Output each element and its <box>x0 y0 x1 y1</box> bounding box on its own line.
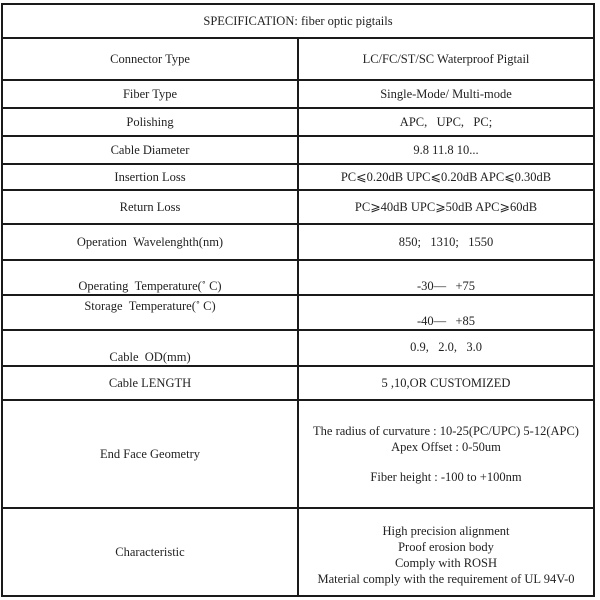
row-value: PC⩾40dB UPC⩾50dB APC⩾60dB <box>298 190 594 224</box>
table-row <box>2 164 594 190</box>
row-label: End Face Geometry <box>2 400 298 508</box>
characteristic-line: Material comply with the requirement of UL 94V-0 <box>317 572 575 586</box>
row-value: 850; 1310; 1550 <box>298 224 594 260</box>
table-row-characteristic <box>2 508 594 596</box>
row-label: Characteristic <box>2 508 298 596</box>
row-value: APC, UPC, PC; <box>298 108 594 136</box>
row-label: Cable LENGTH <box>2 366 298 400</box>
table-row <box>2 190 594 224</box>
row-label: Fiber Type <box>2 80 298 108</box>
table-title: SPECIFICATION: fiber optic pigtails <box>2 4 594 38</box>
row-value: -40— +85 <box>298 295 594 330</box>
characteristic-line: High precision alignment <box>382 524 510 538</box>
row-value: Single-Mode/ Multi-mode <box>298 80 594 108</box>
row-value: LC/FC/ST/SC Waterproof Pigtail <box>298 38 594 80</box>
end-face-values <box>298 400 594 508</box>
row-label: Cable Diameter <box>2 136 298 164</box>
row-label: Insertion Loss <box>2 164 298 190</box>
row-value: -30— +75 <box>298 260 594 295</box>
table-row <box>2 330 594 366</box>
characteristic-line: Proof erosion body <box>398 540 494 554</box>
specification-table <box>1 3 595 597</box>
row-label: Cable OD(mm) <box>2 330 298 366</box>
table-row-end-face <box>2 400 594 508</box>
characteristic-values <box>298 508 594 596</box>
row-value: 5 ,10,OR CUSTOMIZED <box>298 366 594 400</box>
row-value: 0.9, 2.0, 3.0 <box>298 330 594 366</box>
table-row <box>2 80 594 108</box>
table-row <box>2 295 594 330</box>
table-row <box>2 224 594 260</box>
row-label: Operating Temperature(˚ C) <box>2 260 298 295</box>
row-value: PC⩽0.20dB UPC⩽0.20dB APC⩽0.30dB <box>298 164 594 190</box>
row-label: Connector Type <box>2 38 298 80</box>
end-face-line: The radius of curvature : 10-25(PC/UPC) 5-12(APC) <box>313 424 579 438</box>
row-label: Operation Wavelenghth(nm) <box>2 224 298 260</box>
row-label: Return Loss <box>2 190 298 224</box>
title-row <box>2 4 594 38</box>
row-value: 9.8 11.8 10... <box>298 136 594 164</box>
spacer <box>303 455 589 469</box>
table-row <box>2 38 594 80</box>
end-face-line: Fiber height : -100 to +100nm <box>370 470 522 484</box>
row-label: Polishing <box>2 108 298 136</box>
table-row <box>2 366 594 400</box>
table-row <box>2 136 594 164</box>
end-face-line: Apex Offset : 0-50um <box>391 440 501 454</box>
row-label: Storage Temperature(˚ C) <box>2 295 298 330</box>
characteristic-line: Comply with ROSH <box>394 556 498 570</box>
table-row <box>2 108 594 136</box>
table-row <box>2 260 594 295</box>
